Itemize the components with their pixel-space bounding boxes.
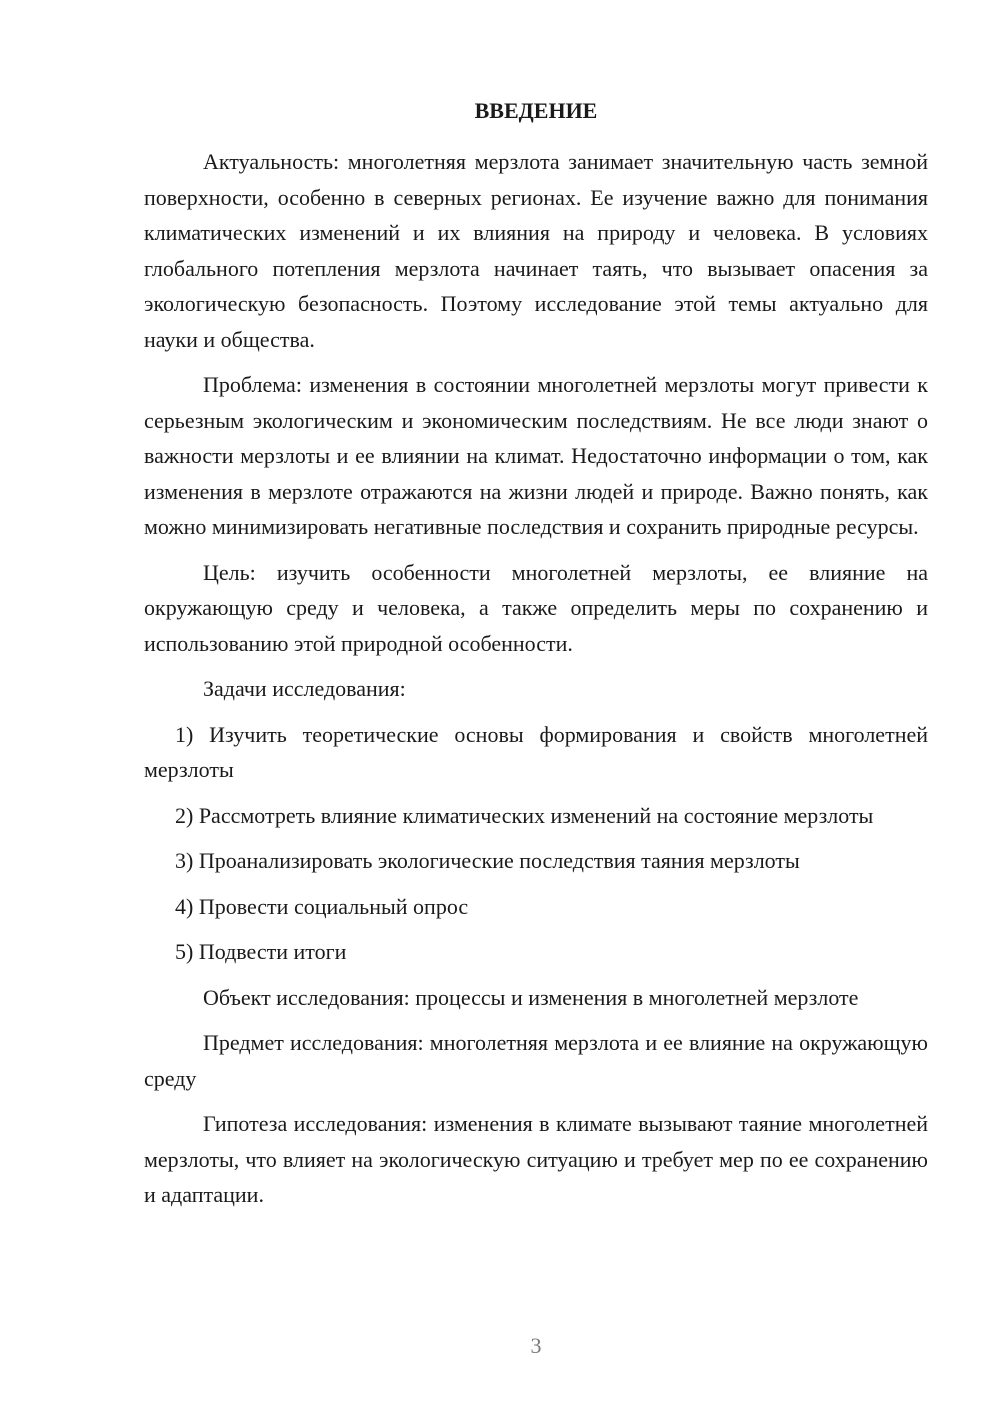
paragraph-tasks-title: Задачи исследования:: [203, 676, 406, 701]
task-item-4: 4) Провести социальный опрос: [175, 893, 469, 919]
paragraph-object: Объект исследования: процессы и изменения в многолетней мерзлоте: [203, 984, 859, 1010]
paragraph-problem: Проблема: изменения в состоянии многолетней мерзлоты могут привести к серьезным экологическим и экономическим последствиям. Не все люди знают о важности мерзлоты и ее влиянии на климат. Недостаточно информации о том, как изменения в мерзлоте отражаются на жизни людей и природе. Важно понять, как можно минимизировать негативные последствия и сохранить природные ресурсы.: [144, 372, 928, 539]
task-item-3: 3) Проанализировать экологические последствия таяния мерзлоты: [175, 848, 800, 873]
document-page: [144, 95, 928, 1223]
task-item-5: 5) Подвести итоги: [175, 939, 347, 964]
paragraph-relevance: Актуальность: многолетняя мерзлота занимает значительную часть земной поверхности, особенно в северных регионах. Ее изучение важно для понимания климатических изменений и их влияния на природу и человека. В условиях глобального потепления мерзлота начинает таять, что вызывает опасения за экологическую безопасность. Поэтому исследование этой темы актуально для науки и общества.: [144, 149, 928, 352]
task-item-1: 1) Изучить теоретические основы формирования и свойств многолетней мерзлоты: [144, 721, 928, 782]
paragraph-hypothesis: Гипотеза исследования: изменения в климате вызывают таяние многолетней мерзлоты, что влияет на экологическую ситуацию и требует мер по ее сохранению и адаптации.: [144, 1111, 928, 1207]
paragraph-subject: Предмет исследования: многолетняя мерзлота и ее влияние на окружающую среду: [144, 1030, 928, 1091]
section-heading: ВВЕДЕНИЕ: [474, 98, 598, 123]
paragraph-goal: Цель: изучить особенности многолетней мерзлоты, ее влияние на окружающую среду и человека, а также определить меры по сохранению и использованию этой природной особенности.: [144, 559, 928, 656]
task-item-2: 2) Рассмотреть влияние климатических изменений на состояние мерзлоты: [175, 802, 874, 828]
page-number: 3: [530, 1333, 542, 1358]
